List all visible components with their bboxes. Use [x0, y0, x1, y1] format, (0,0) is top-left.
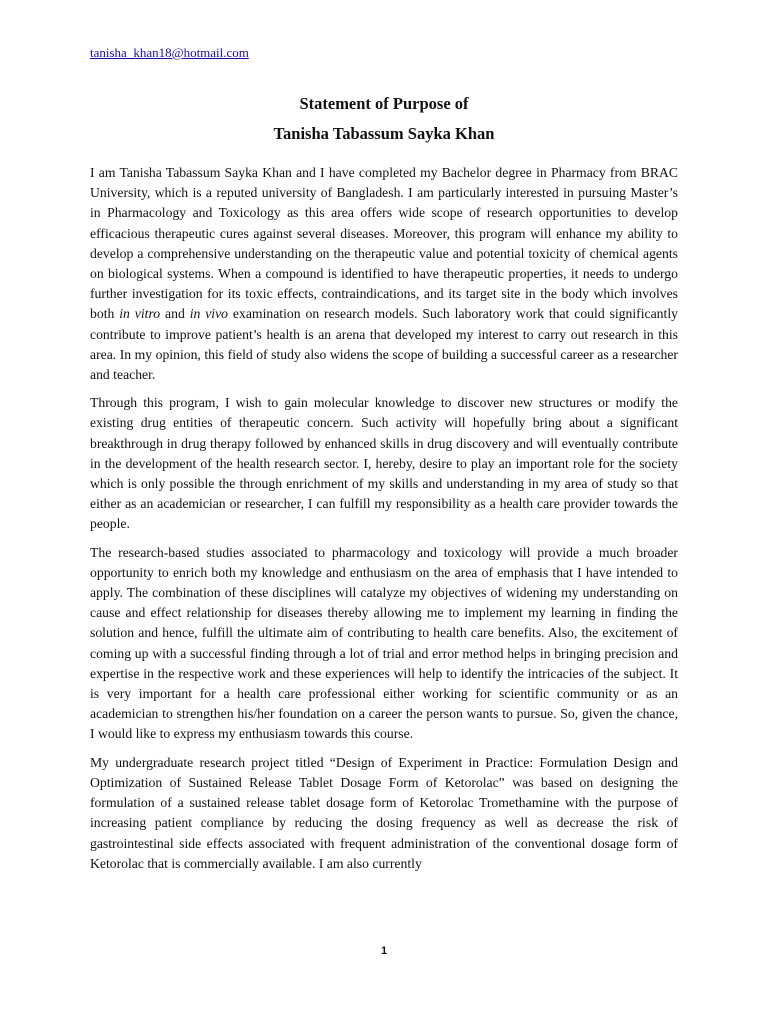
paragraph-1	[90, 163, 678, 385]
document-title: Statement of Purpose of	[299, 94, 469, 113]
document-author-name: Tanisha Tabassum Sayka Khan	[273, 124, 495, 143]
page-number: 1	[380, 945, 388, 957]
document-body	[90, 163, 678, 882]
paragraph-1-text-b: and	[160, 306, 190, 322]
paragraph-2: Through this program, I wish to gain molecular knowledge to discover new structures or modify the existing drug entities of therapeutic concern. Such activity will hopefully bring about a significant breakthrough in drug therapy followed by enhanced skills in drug discovery and will eventually contribute in the development of the health research sector. I, hereby, desire to play an important role for the society which is only possible the through enrichment of my skills and understanding in my area of study so that either as an academician or researcher, I can fulfill my responsibility as a health care provider towards the people.	[90, 395, 678, 532]
in-vitro-italic: in vitro	[119, 306, 161, 322]
paragraph-3: The research-based studies associated to pharmacology and toxicology will provide a much broader opportunity to enrich both my knowledge and enthusiasm on the area of emphasis that I have intended to apply. The combination of these disciplines will catalyze my objectives of widening my understanding on cause and effect relationship for diseases thereby allowing me to implement my learning in finding the solution and hence, fulfill the ultimate aim of contributing to health care benefits. Also, the excitement of coming up with a successful finding through a lot of trial and error method helps in bringing precision and expertise in the respective work and these experiences will help to identify the intricacies of the subject. It is very important for a health care professional either working for scientific community or as an academician to strengthen his/her foundation on a career the person wants to pursue. So, given the chance, I would like to express my enthusiasm towards this course.	[90, 544, 678, 742]
paragraph-1-text-c: examination on research models. Such laboratory work that could significantly contribute to improve patient’s health is an arena that developed my interest to carry out research in this area. In my opinion, this field of study also widens the scope of building a successful career as a researcher and teacher.	[90, 306, 678, 383]
in-vivo-italic: in vivo	[189, 306, 229, 322]
paragraph-1-text-a: I am Tanisha Tabassum Sayka Khan and I have completed my Bachelor degree in Pharmacy from BRAC University, which is a reputed university of Bangladesh. I am particularly interested in pursuing Master’s in Pharmacology and Toxicology as this area offers wide scope of research opportunities to develop efficacious therapeutic cures against several diseases. Moreover, this program will enhance my ability to develop a comprehensive understanding on the therapeutic value and potential toxicity of chemical agents on biological systems. When a compound is identified to have therapeutic properties, it needs to undergo further investigation for its toxic effects, contraindications, and its target site in the body which involves both	[90, 165, 678, 322]
email-link[interactable]: tanisha_khan18@hotmail.com	[90, 45, 249, 60]
paragraph-4: My undergraduate research project titled “Design of Experiment in Practice: Formulation Design and Optimization of Sustained Release Tablet Dosage Form of Ketorolac” was based on designing the formulation of a sustained release tablet dosage form of Ketorolac Tromethamine with the purpose of increasing patient compliance by reducing the dosing frequency as well as decrease the risk of gastrointestinal side effects associated with frequent administration of the conventional dosage form of Ketorolac that is commercially available. I am also currently	[90, 754, 678, 871]
